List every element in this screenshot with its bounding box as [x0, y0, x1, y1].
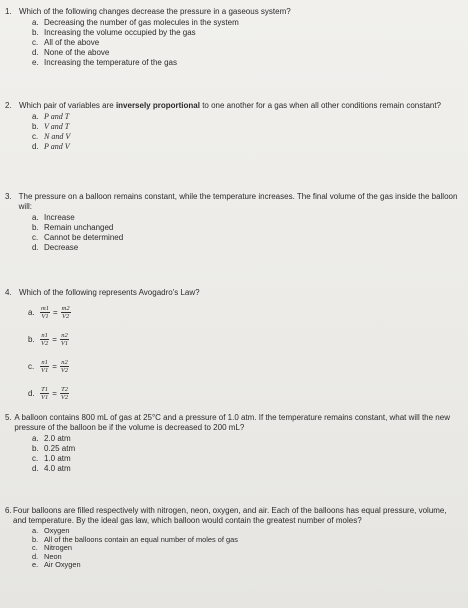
option [32, 122, 462, 132]
option-text: Nitrogen [44, 543, 72, 553]
option-text: P and V [44, 142, 70, 151]
option [32, 553, 462, 562]
numerator: n1 [41, 332, 48, 339]
option [32, 38, 462, 48]
option [28, 353, 462, 380]
option-list [5, 213, 462, 253]
question-1 [5, 7, 462, 68]
question-number: 2. [5, 101, 12, 110]
question-3 [5, 192, 462, 253]
option-text: Decrease [44, 243, 79, 252]
fraction [60, 332, 69, 347]
fraction [60, 359, 69, 374]
option-letter: c. [28, 361, 35, 371]
option-text: Increasing the temperature of the gas [44, 58, 177, 67]
option-list [5, 18, 462, 68]
option-text: P and T [44, 112, 70, 121]
option [32, 544, 462, 553]
option-text: Remain unchanged [44, 223, 114, 232]
numerator: T1 [41, 386, 49, 393]
option-text: 0.25 atm [44, 444, 76, 453]
option-text: Oxygen [44, 526, 70, 535]
fraction [40, 359, 49, 374]
option [28, 299, 462, 326]
option [32, 132, 462, 142]
question-number: 3. [5, 192, 12, 201]
denominator: V2 [60, 367, 69, 374]
question-5 [5, 413, 462, 474]
denominator: V2 [41, 340, 49, 347]
option [28, 326, 462, 353]
option-list [5, 434, 462, 474]
question-number: 1. [5, 7, 12, 16]
option-text: 4.0 atm [44, 464, 71, 473]
option-letter: d. [32, 551, 39, 561]
option [32, 454, 462, 464]
fraction [40, 305, 50, 320]
option-text: Decreasing the number of gas molecules in the system [44, 18, 239, 27]
option [32, 213, 462, 223]
option [32, 223, 462, 233]
option-letter: c. [32, 132, 39, 141]
option-letter: b. [32, 444, 39, 453]
option-letter: e. [32, 560, 39, 570]
option-letter: b. [28, 334, 35, 344]
option-letter: b. [32, 223, 39, 232]
denominator: V1 [41, 313, 49, 320]
question-text-part: Which pair of variables are [19, 101, 116, 110]
option-letter: a. [32, 18, 39, 27]
option-text: Neon [44, 551, 62, 561]
option-text: V and T [44, 122, 70, 131]
option-text: All of the above [44, 38, 100, 47]
option-letter: b. [32, 28, 39, 37]
option [32, 243, 462, 253]
option-text: Cannot be determined [44, 233, 124, 242]
equals-sign: = [52, 307, 58, 317]
option-letter: b. [32, 534, 39, 544]
option-text: 2.0 atm [44, 434, 71, 443]
option-text: All of the balloons contain an equal number of moles of gas [44, 534, 238, 544]
option [28, 380, 462, 407]
equals-sign: = [52, 361, 57, 371]
question-stem [5, 101, 462, 111]
question-text: A balloon contains 800 mL of gas at 25°C and a pressure of 1.0 atm. If the temperature remains constant, what will the new pressure of the balloon be if the volume is decreased to 200 mL? [14, 413, 450, 432]
question-stem [5, 288, 462, 298]
option-text: Increase [44, 213, 75, 222]
option-letter: d. [32, 464, 39, 473]
option-list [5, 527, 462, 570]
option-letter: e. [32, 58, 39, 67]
option [32, 434, 462, 444]
option-letter: c. [32, 454, 39, 463]
option-letter: b. [32, 122, 39, 131]
question-number: 6. [5, 506, 12, 515]
option [32, 561, 462, 570]
option [32, 28, 462, 38]
question-4 [5, 288, 462, 407]
question-text-part: to one another for a gas when all other conditions remain constant? [199, 101, 442, 110]
denominator: V2 [60, 394, 69, 401]
option-text: None of the above [44, 48, 110, 57]
question-number: 4. [5, 288, 12, 297]
question-stem [5, 192, 462, 212]
option-list [5, 112, 462, 152]
option-letter: c. [32, 233, 39, 242]
question-text: Which of the following changes decrease the pressure in a gaseous system? [19, 7, 291, 16]
option-letter: d. [28, 388, 35, 398]
option-letter: a. [32, 213, 39, 222]
emphasis-text: inversely proportional [115, 101, 200, 110]
option-letter: c. [32, 543, 38, 553]
question-text: The pressure on a balloon remains constant, while the temperature increases. The final volume of the gas inside the balloon will: [18, 192, 458, 211]
question-text: Which of the following represents Avogadro's Law? [19, 288, 200, 297]
equals-sign: = [52, 388, 57, 398]
option-text: N and V [44, 132, 71, 141]
option [32, 112, 462, 122]
option-letter: a. [32, 526, 39, 535]
option [32, 233, 462, 243]
option [32, 58, 462, 68]
option-letter: a. [32, 434, 39, 443]
option [32, 464, 462, 474]
numerator: T2 [61, 386, 68, 393]
numerator: n1 [41, 359, 48, 366]
option-letter: d. [32, 142, 39, 151]
question-stem [5, 413, 462, 433]
denominator: V1 [41, 394, 49, 401]
numerator: n2 [61, 332, 68, 339]
option-letter: c. [32, 38, 39, 47]
equals-sign: = [52, 334, 57, 344]
fraction [60, 386, 69, 401]
denominator: V1 [60, 340, 69, 347]
option [32, 142, 462, 152]
numerator: n2 [61, 359, 68, 366]
option-text: Increasing the volume occupied by the gas [44, 28, 196, 37]
denominator: V1 [41, 367, 49, 374]
option [32, 18, 462, 28]
numerator: m1 [41, 305, 49, 312]
question-text [19, 101, 441, 111]
option-letter: a. [28, 307, 35, 317]
option [32, 48, 462, 58]
question-6 [5, 506, 462, 570]
denominator: V2 [61, 313, 70, 320]
option-letter: a. [32, 112, 39, 121]
option-text: Air Oxygen [44, 560, 81, 570]
fraction [40, 332, 49, 347]
question-stem [5, 506, 462, 526]
option-letter: d. [32, 48, 39, 57]
question-text: Four balloons are filled respectively with nitrogen, neon, oxygen, and air. Each of the balloons has equal pressure, volume, and temperature. By the ideal gas law, which balloon would contain the greatest number of moles? [13, 506, 447, 525]
numerator: m2 [61, 305, 70, 312]
option [32, 444, 462, 454]
question-stem [5, 7, 462, 17]
option-letter: d. [32, 243, 39, 252]
question-number: 5. [5, 413, 12, 422]
option-text: 1.0 atm [44, 454, 71, 463]
option [32, 536, 462, 545]
option-list [5, 299, 462, 407]
fraction [40, 386, 49, 401]
question-2 [5, 101, 462, 152]
fraction [61, 305, 71, 320]
